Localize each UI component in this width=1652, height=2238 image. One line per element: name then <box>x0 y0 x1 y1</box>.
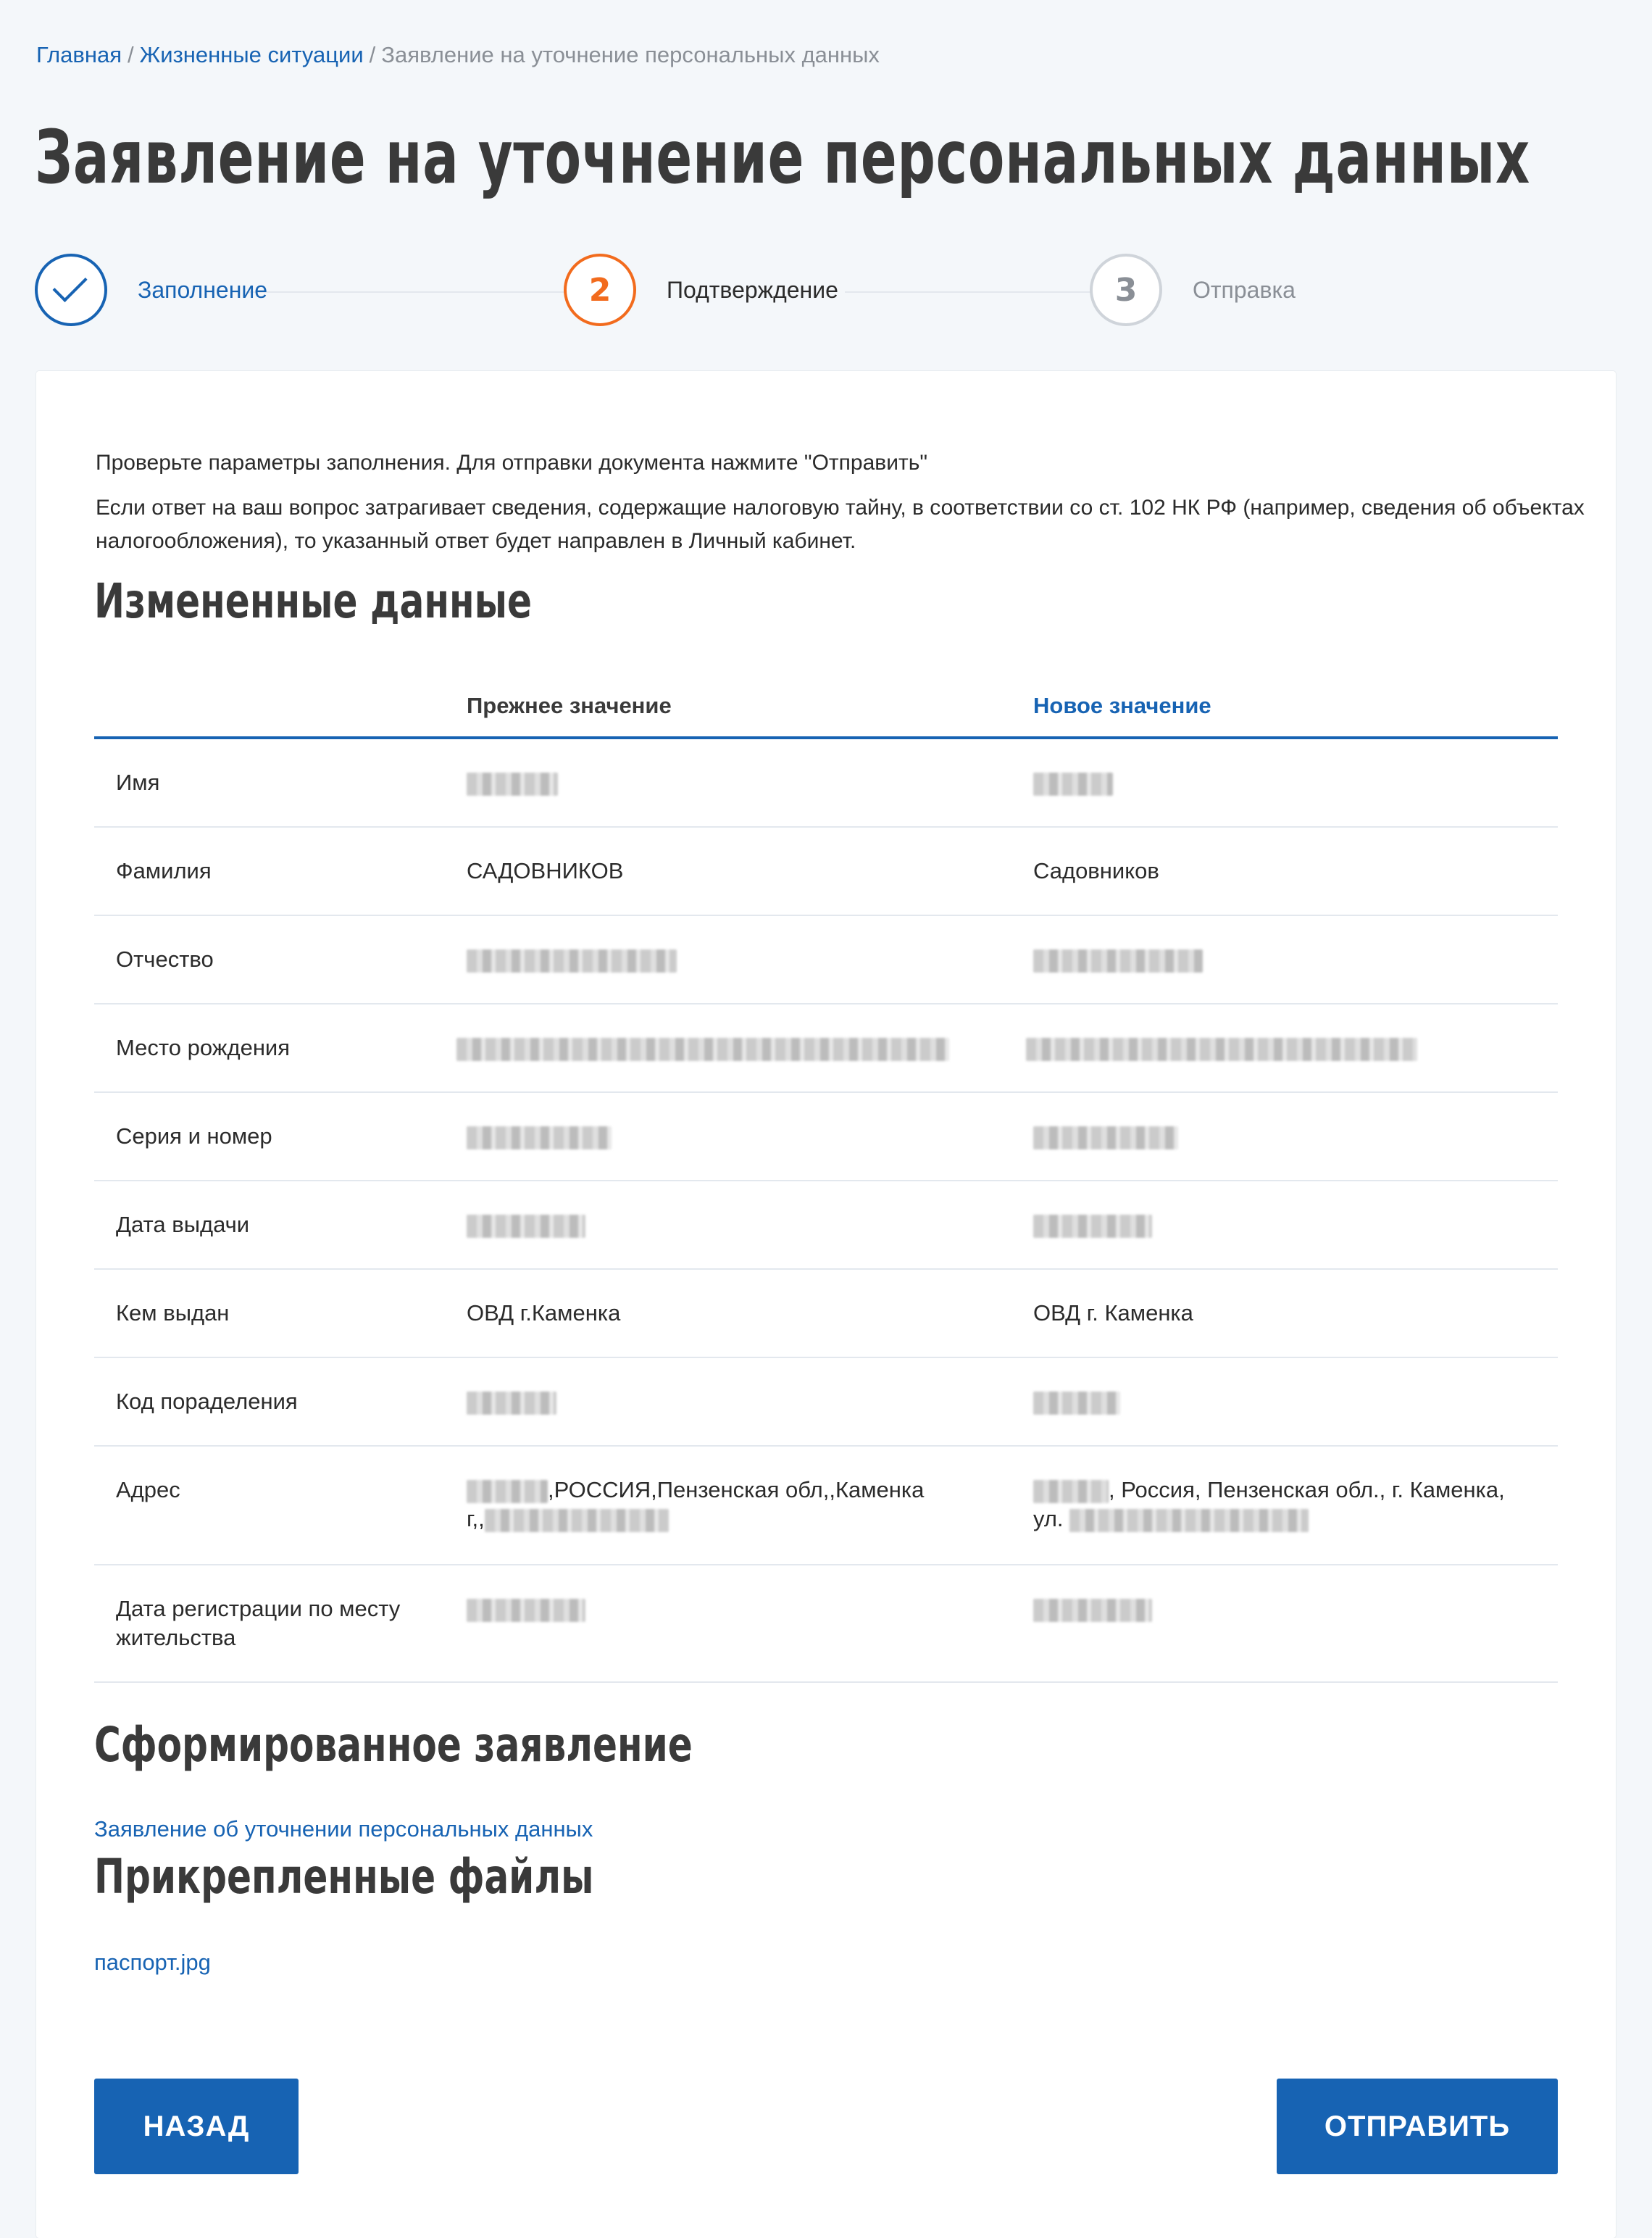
old-address-line2: г,, <box>467 1506 485 1531</box>
checkmark-icon <box>53 267 88 302</box>
formed-application-title: Сформированное заявление <box>94 1717 693 1773</box>
step-label: Отправка <box>1193 276 1296 303</box>
breadcrumb-current: Заявление на уточнение персональных данных <box>381 42 880 67</box>
redacted-value <box>1033 1480 1109 1503</box>
column-header-new: Новое значение <box>1033 693 1211 718</box>
redacted-value <box>467 1480 548 1503</box>
breadcrumb-life-situations-link[interactable]: Жизненные ситуации <box>139 42 364 67</box>
step-connector <box>246 291 587 293</box>
redacted-value <box>1069 1509 1309 1532</box>
row-label: Имя <box>116 770 160 795</box>
changed-data-table <box>94 678 1558 1683</box>
table-row <box>94 1004 1558 1093</box>
redacted-value <box>467 1126 612 1149</box>
step-circle <box>35 254 107 326</box>
breadcrumb <box>36 41 880 70</box>
redacted-value <box>1033 1126 1178 1149</box>
row-label: Отчество <box>116 947 214 972</box>
breadcrumb-separator: / <box>128 42 134 67</box>
table-row <box>94 828 1558 916</box>
redacted-value <box>467 949 677 973</box>
redacted-value <box>1033 1215 1152 1238</box>
step-connector <box>845 291 1109 293</box>
redacted-value <box>485 1509 669 1532</box>
redacted-value <box>1033 1599 1152 1622</box>
row-label: Кем выдан <box>116 1300 230 1326</box>
row-label: Дата выдачи <box>116 1212 250 1237</box>
old-value: ОВД г.Каменка <box>467 1300 621 1326</box>
redacted-value <box>467 1599 585 1622</box>
redacted-value <box>1033 773 1113 796</box>
row-label: Фамилия <box>116 858 212 883</box>
application-card <box>36 371 1616 2238</box>
row-label: Адрес <box>116 1477 180 1502</box>
send-button[interactable]: ОТПРАВИТЬ <box>1277 2079 1558 2174</box>
redacted-value <box>1033 1392 1120 1415</box>
redacted-value <box>1026 1038 1417 1061</box>
page-title: Заявление на уточнение персональных данных <box>35 115 1530 201</box>
new-address-line1: , Россия, Пензенская обл., г. Каменка, <box>1109 1477 1505 1502</box>
step-circle: 2 <box>564 254 636 326</box>
column-header-old: Прежнее значение <box>467 693 672 718</box>
step-circle: 3 <box>1090 254 1162 326</box>
redacted-value <box>1033 949 1203 973</box>
row-label: Серия и номер <box>116 1123 272 1149</box>
table-header <box>94 678 1558 739</box>
attached-file-link[interactable]: паспорт.jpg <box>94 1950 211 1975</box>
row-label: Дата регистрации по месту жительства <box>116 1596 401 1650</box>
table-row <box>94 1093 1558 1181</box>
intro-instruction: Проверьте параметры заполнения. Для отправки документа нажмите "Отправить" <box>96 451 927 475</box>
stepper <box>35 254 1339 329</box>
step-sending <box>1090 254 1296 326</box>
redacted-value <box>467 1392 556 1415</box>
table-row <box>94 916 1558 1004</box>
new-value: ОВД г. Каменка <box>1033 1300 1193 1326</box>
table-row <box>94 1358 1558 1447</box>
changed-data-title: Измененные данные <box>94 573 533 629</box>
step-label: Подтверждение <box>667 276 838 303</box>
intro-tax-secret-notice: Если ответ на ваш вопрос затрагивает сведения, содержащие налоговую тайну, в соответствии со ст. 102 НК РФ (например, сведения об объектах налогообложения), то указанный ответ будет направлен в Личный кабинет. <box>96 496 1585 553</box>
old-address-line1: ,РОССИЯ,Пензенская обл,,Каменка <box>548 1477 925 1502</box>
new-value: Садовников <box>1033 858 1159 883</box>
row-label: Место рождения <box>116 1035 291 1060</box>
redacted-value <box>467 773 558 796</box>
formed-application-link[interactable]: Заявление об уточнении персональных данных <box>94 1816 593 1842</box>
redacted-value <box>456 1038 949 1061</box>
breadcrumb-home-link[interactable]: Главная <box>36 42 122 67</box>
old-value: САДОВНИКОВ <box>467 858 624 883</box>
new-address-line2: ул. <box>1033 1506 1064 1531</box>
step-confirmation <box>564 254 838 326</box>
attached-files-title: Прикрепленные файлы <box>94 1849 594 1905</box>
redacted-value <box>467 1215 585 1238</box>
table-row <box>94 1270 1558 1358</box>
table-row <box>94 1181 1558 1270</box>
table-row <box>94 1565 1558 1683</box>
step-label: Заполнение <box>138 276 268 303</box>
table-row <box>94 1447 1558 1565</box>
back-button[interactable]: НАЗАД <box>94 2079 299 2174</box>
table-row <box>94 739 1558 828</box>
step-filling <box>35 254 267 326</box>
breadcrumb-separator: / <box>369 42 376 67</box>
row-label: Код пораделения <box>116 1389 298 1414</box>
